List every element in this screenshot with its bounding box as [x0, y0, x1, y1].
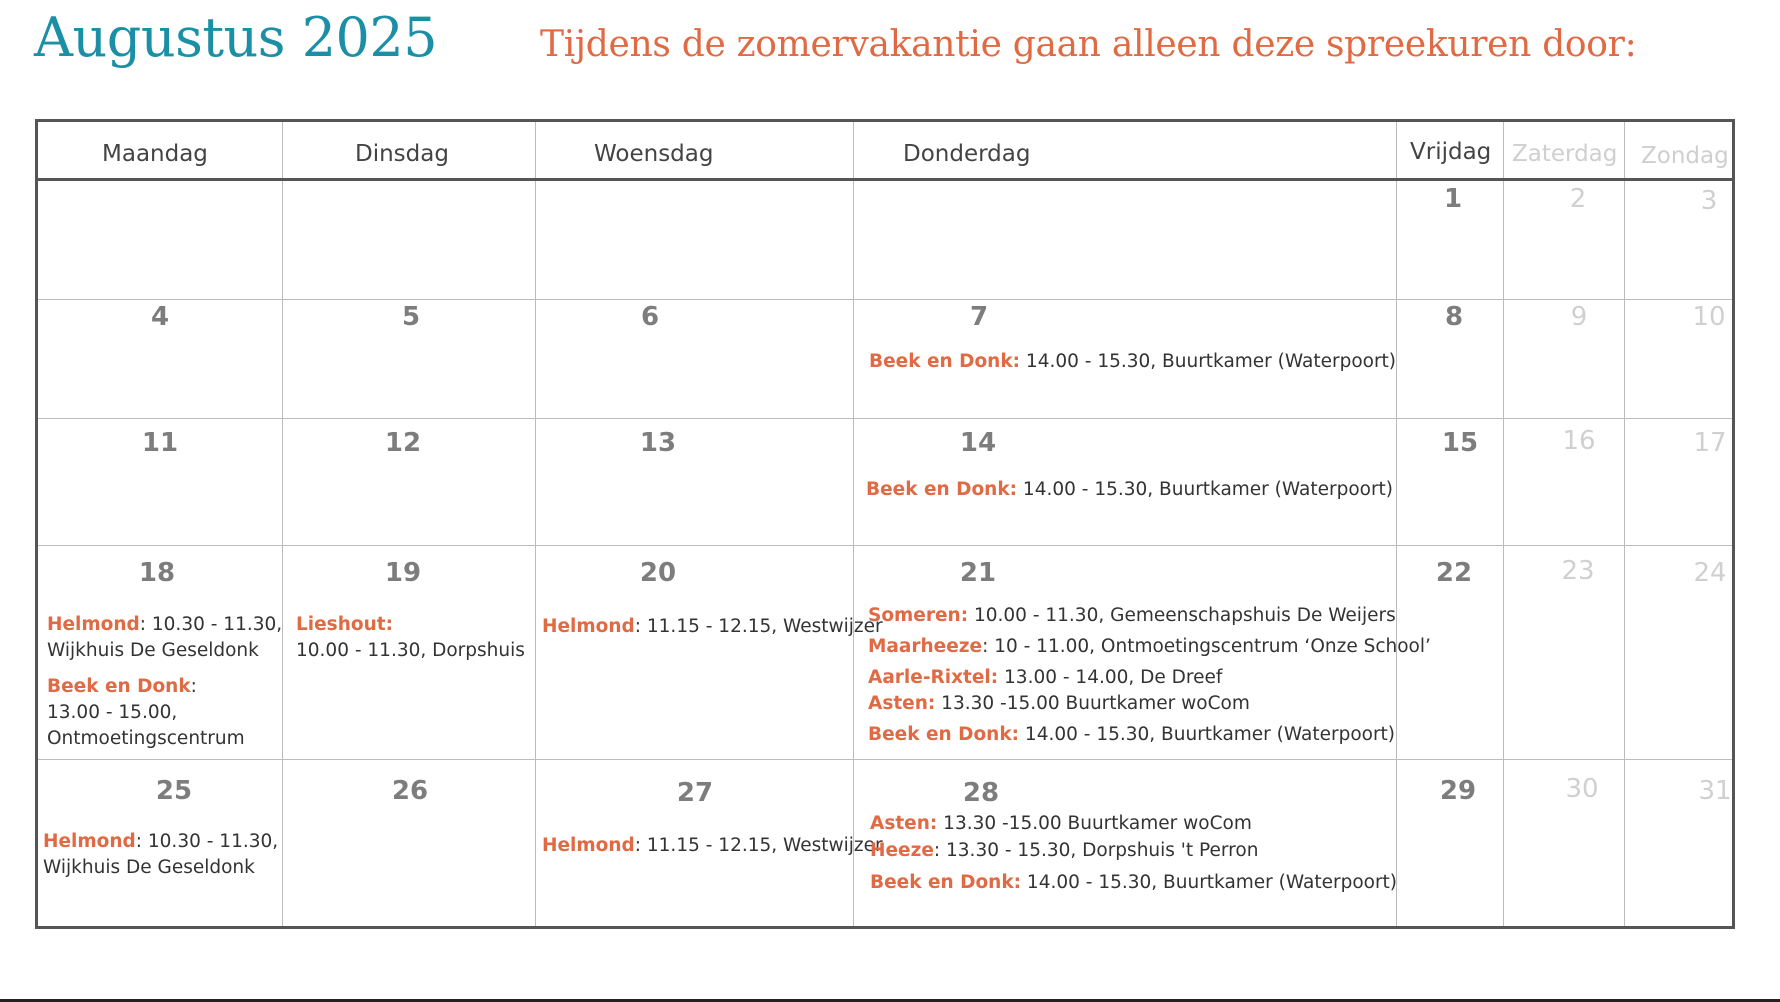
- day-number: 19: [384, 558, 422, 588]
- grid-divider: [1624, 122, 1625, 926]
- day-number: 10: [1692, 302, 1726, 332]
- page-subtitle: Tijdens de zomervakantie gaan alleen deze spreekuren door:: [540, 24, 1637, 65]
- weekday-header: Zondag: [1641, 143, 1729, 169]
- day-number: 1: [1443, 184, 1463, 214]
- schedule-entry: Lieshout: 10.00 - 11.30, Dorpshuis: [296, 614, 525, 661]
- day-number: 24: [1693, 558, 1727, 588]
- day-number: 23: [1561, 556, 1595, 586]
- grid-divider: [38, 545, 1732, 546]
- schedule-entry: Helmond: 10.30 - 11.30, Wijkhuis De Geseldonk: [47, 614, 283, 661]
- day-number: 6: [640, 302, 660, 332]
- day-number: 16: [1562, 426, 1596, 456]
- header-divider: [38, 178, 1732, 181]
- grid-divider: [535, 122, 536, 926]
- day-number: 30: [1565, 774, 1599, 804]
- schedule-entry: Asten: 13.30 -15.00 Buurtkamer woCom: [868, 693, 1250, 714]
- schedule-entry: Beek en Donk: 13.00 - 15.00, Ontmoetingscentrum: [47, 676, 245, 749]
- schedule-entry: Beek en Donk: 14.00 - 15.30, Buurtkamer (Waterpoort): [869, 351, 1397, 372]
- grid-divider: [38, 299, 1732, 300]
- grid-divider: [38, 759, 1732, 760]
- schedule-entry: Helmond: 10.30 - 11.30, Wijkhuis De Geseldonk: [43, 831, 279, 878]
- schedule-entry: Maarheeze: 10 - 11.00, Ontmoetingscentrum ‘Onze School’: [868, 636, 1431, 657]
- schedule-entry: Beek en Donk: 14.00 - 15.30, Buurtkamer (Waterpoort): [868, 724, 1396, 745]
- day-number: 22: [1435, 558, 1473, 588]
- day-number: 17: [1693, 428, 1727, 458]
- day-number: 13: [639, 428, 677, 458]
- page-title: Augustus 2025: [34, 6, 438, 69]
- day-number: 5: [401, 302, 421, 332]
- day-number: 15: [1441, 428, 1479, 458]
- schedule-entry: Heeze: 13.30 - 15.30, Dorpshuis 't Perron: [870, 840, 1259, 861]
- grid-divider: [1503, 122, 1504, 926]
- grid-divider: [853, 122, 854, 926]
- weekday-header: Woensdag: [594, 141, 714, 167]
- day-number: 11: [141, 428, 179, 458]
- schedule-entry: Beek en Donk: 14.00 - 15.30, Buurtkamer (Waterpoort): [870, 872, 1398, 893]
- day-number: 7: [969, 302, 989, 332]
- weekday-header: Vrijdag: [1410, 139, 1492, 165]
- grid-divider: [1396, 122, 1397, 926]
- day-number: 18: [138, 558, 176, 588]
- day-number: 21: [959, 558, 997, 588]
- day-number: 8: [1444, 302, 1464, 332]
- grid-divider: [282, 122, 283, 926]
- day-number: 27: [676, 778, 714, 808]
- day-number: 31: [1698, 776, 1732, 806]
- schedule-entry: Beek en Donk: 14.00 - 15.30, Buurtkamer (Waterpoort): [866, 479, 1394, 500]
- day-number: 20: [639, 558, 677, 588]
- day-number: 3: [1700, 186, 1718, 216]
- weekday-header: Zaterdag: [1512, 141, 1618, 167]
- day-number: 28: [962, 778, 1000, 808]
- day-number: 14: [959, 428, 997, 458]
- day-number: 25: [155, 776, 193, 806]
- day-number: 2: [1569, 184, 1587, 214]
- weekday-header: Maandag: [102, 141, 208, 167]
- schedule-entry: Helmond: 11.15 - 12.15, Westwijzer: [542, 835, 883, 856]
- day-number: 29: [1439, 776, 1477, 806]
- weekday-header: Donderdag: [903, 141, 1031, 167]
- day-number: 26: [391, 776, 429, 806]
- schedule-entry: Asten: 13.30 -15.00 Buurtkamer woCom: [870, 813, 1252, 834]
- weekday-header: Dinsdag: [355, 141, 449, 167]
- schedule-entry: Someren: 10.00 - 11.30, Gemeenschapshuis De Weijers: [868, 605, 1396, 626]
- schedule-entry: Aarle-Rixtel: 13.00 - 14.00, De Dreef: [868, 667, 1223, 688]
- grid-divider: [38, 418, 1732, 419]
- schedule-entry: Helmond: 11.15 - 12.15, Westwijzer: [542, 616, 883, 637]
- day-number: 12: [384, 428, 422, 458]
- day-number: 9: [1570, 302, 1588, 332]
- calendar-grid: [35, 119, 1735, 929]
- day-number: 4: [150, 302, 170, 332]
